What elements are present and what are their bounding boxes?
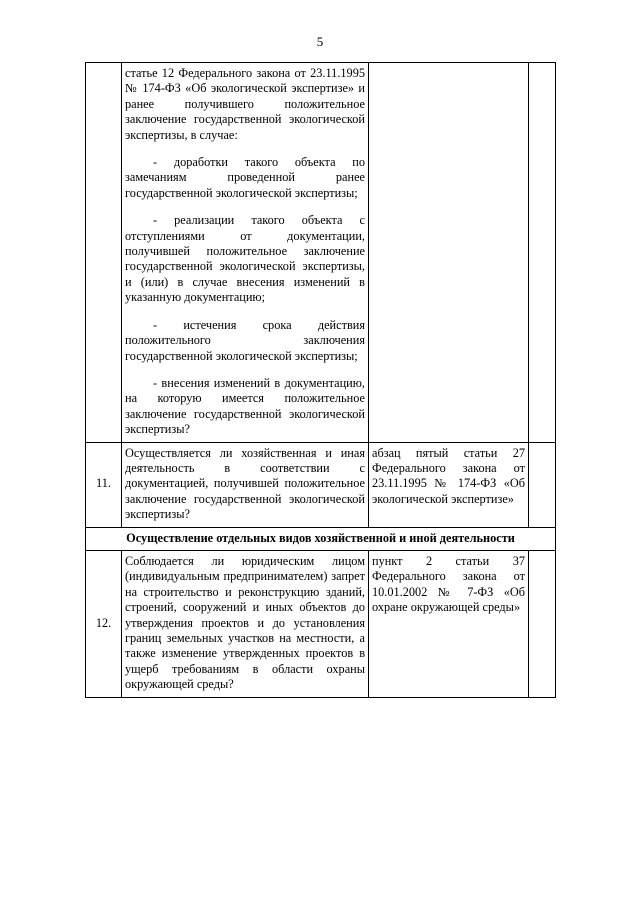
question-paragraph: - реализации такого объекта с отступлениями от документации, получившей положительное заключение государственной экологической экспертизы, и (или) в случае внесения изменений в указанную документацию; xyxy=(125,213,365,305)
answer-cell xyxy=(529,63,556,443)
question-cell xyxy=(122,63,369,443)
answer-cell xyxy=(529,442,556,527)
question-paragraph: - доработки такого объекта по замечаниям проведенной ранее государственной экологической экспертизы; xyxy=(125,155,365,200)
question-paragraph: - внесения изменений в документацию, на которую имеется положительное заключение государственной экологической экспертизы? xyxy=(125,375,365,437)
table-row xyxy=(86,442,556,527)
row-number: 11. xyxy=(86,442,122,527)
section-heading: Осуществление отдельных видов хозяйственной и иной деятельности xyxy=(86,527,556,550)
table-row xyxy=(86,63,556,443)
table-row xyxy=(86,550,556,697)
question-cell: Соблюдается ли юридическим лицом (индивидуальным предпринимателем) запрет на строительство и реконструкцию зданий, строений, сооружений и иных объектов до утверждения проектов и до установления границ земельных участков на местности, а также изменение утвержденных проектов в ущерб требованиям в области охраны окружающей среды? xyxy=(122,550,369,697)
answer-cell xyxy=(529,550,556,697)
row-number xyxy=(86,63,122,443)
reference-cell xyxy=(369,63,529,443)
page-number: 5 xyxy=(316,34,324,49)
reference-cell: пункт 2 статьи 37 Федерального закона от 10.01.2002 № 7-ФЗ «Об охране окружающей среды» xyxy=(369,550,529,697)
row-number: 12. xyxy=(86,550,122,697)
question-cell: Осуществляется ли хозяйственная и иная деятельность в соответствии с документацией, получившей положительное заключение государственной экологической экспертизы? xyxy=(122,442,369,527)
question-paragraph: - истечения срока действия положительного заключения государственной экологической экспертизы; xyxy=(125,317,365,363)
question-paragraph: статье 12 Федерального закона от 23.11.1995 № 174-ФЗ «Об экологической экспертизе» и ранее получившего положительное заключение государственной экологической экспертизы, в случае: xyxy=(125,66,365,142)
reference-cell: абзац пятый статьи 27 Федерального закона от 23.11.1995 № 174-ФЗ «Об экологической экспертизе» xyxy=(369,442,529,527)
checklist-table xyxy=(85,62,556,698)
section-row xyxy=(86,527,556,550)
